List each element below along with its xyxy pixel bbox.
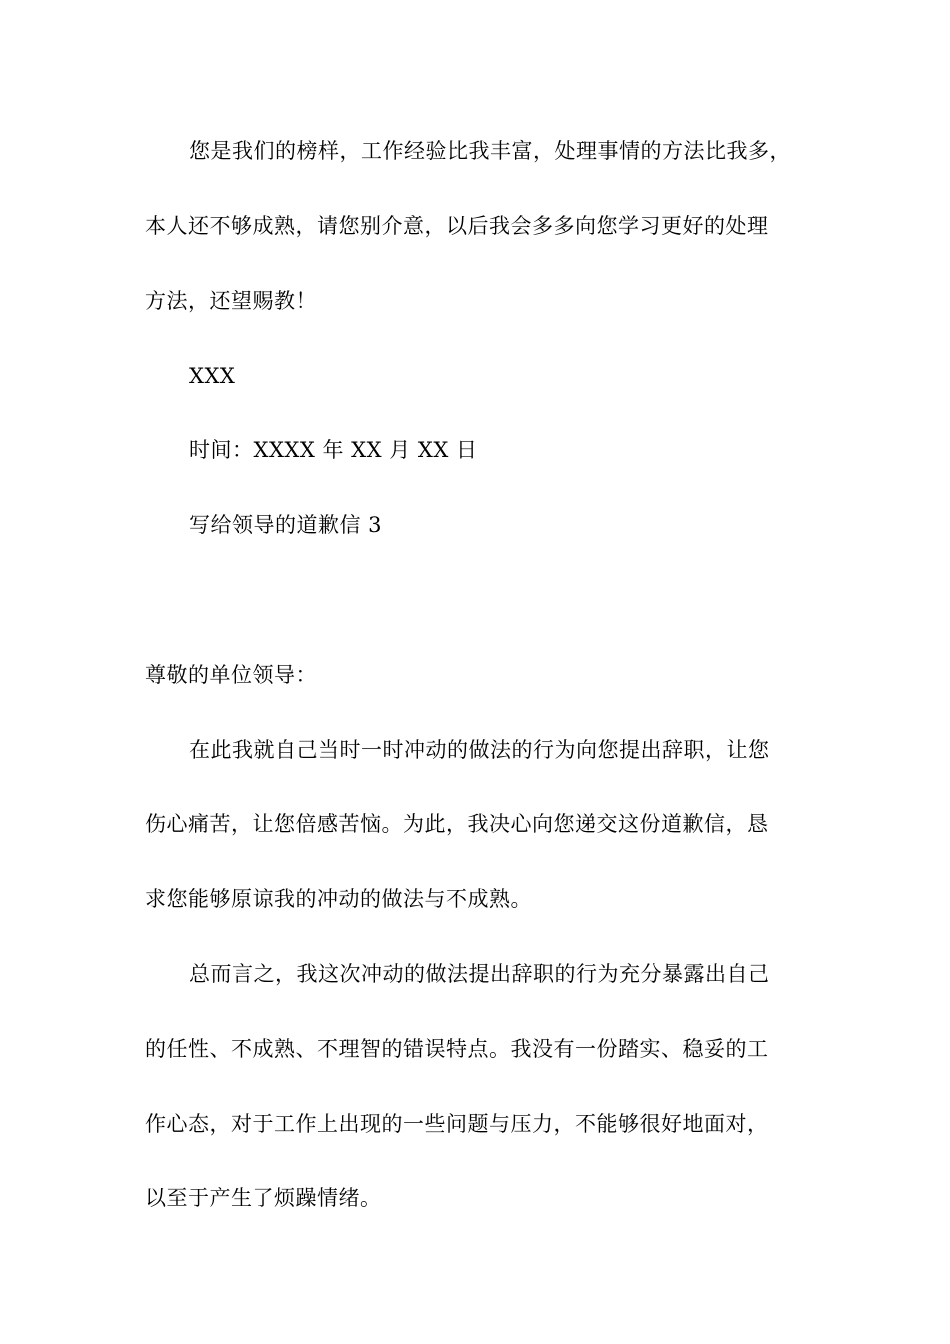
signature-date: 时间：XXXX 年 XX 月 XX 日 [189,438,478,462]
paragraph-line: 方法，还望赐教！ [145,289,317,313]
paragraph-line: 的任性、不成熟、不理智的错误特点。我没有一份踏实、稳妥的工 [145,1037,769,1061]
paragraph-line: 您是我们的榜样，工作经验比我丰富，处理事情的方法比我多， [189,139,791,163]
paragraph-line: 求您能够原谅我的冲动的做法与不成熟。 [145,887,532,911]
salutation: 尊敬的单位领导： [145,663,317,687]
paragraph-line: 伤心痛苦，让您倍感苦恼。为此，我决心向您递交这份道歉信，恳 [145,812,769,836]
section-title: 写给领导的道歉信 3 [189,513,383,537]
paragraph-line: 本人还不够成熟，请您别介意，以后我会多多向您学习更好的处理 [145,214,769,238]
paragraph-line: 作心态，对于工作上出现的一些问题与压力，不能够很好地面对， [145,1112,769,1136]
paragraph-line: 在此我就自己当时一时冲动的做法的行为向您提出辞职，让您 [189,738,770,762]
paragraph-line: 总而言之，我这次冲动的做法提出辞职的行为充分暴露出自己 [189,962,770,986]
signature-name: XXX [189,364,236,388]
paragraph-line: 以至于产生了烦躁情绪。 [145,1186,382,1210]
